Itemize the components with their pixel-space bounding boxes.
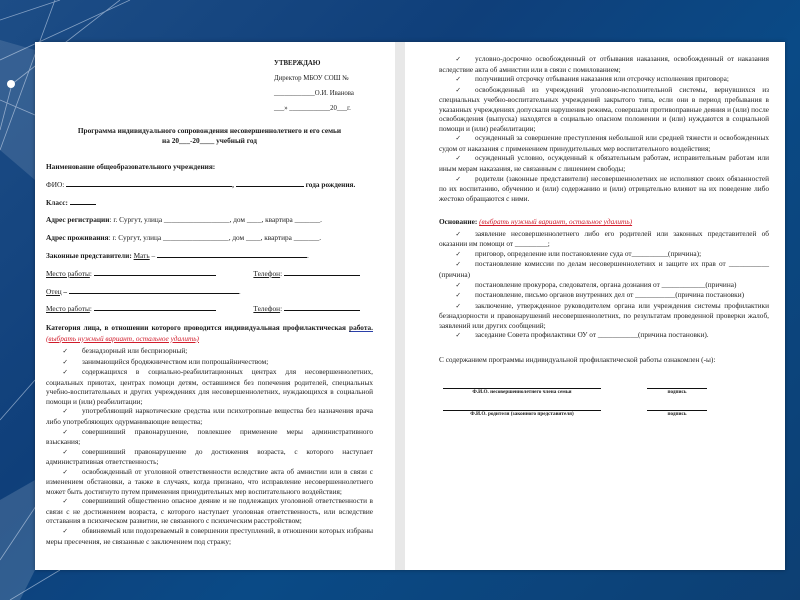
checkmark-icon: ✓ [455,75,461,84]
basis-heading [439,217,769,227]
checkmark-icon: ✓ [62,527,68,536]
reg-address-text: : г. Сургут, улица __________________, дом ____, квартира _______. [109,215,322,225]
list-item [46,367,373,406]
checkmark-icon: ✓ [455,260,461,269]
signature-row-parent [439,410,769,418]
item-text: содержащихся в социально-реабилитационных центрах для [82,367,297,377]
fio-blank[interactable] [66,180,232,187]
father-phone-blank[interactable] [284,304,360,311]
item-text: постановление, письмо органов внутренних дел [475,290,625,300]
minor-name-caption: Ф.И.О. несовершеннолетнего члена семьи [472,389,572,396]
list-item [439,54,769,74]
parent-signature[interactable] [647,410,707,418]
birth-year-blank[interactable] [236,180,304,187]
category-work: работа. [349,323,373,333]
item-text: обвиняемый или подозреваемый в совершении преступлений, в отношении [82,526,318,536]
mother-phone-label: Телефон [253,268,281,278]
list-item [439,229,769,249]
registration-address [46,215,373,226]
item-text-cont: от ___________ (причина) [439,259,770,279]
class-field [46,198,373,209]
father-workplace-label: Место работы [46,304,90,314]
father-work-field: Место работы: Телефон: [46,304,373,315]
checkmark-icon: ✓ [455,85,461,94]
approval-signature: ____________О.И. Иванова [274,90,354,97]
list-item [46,526,373,546]
list-item [46,496,373,526]
list-item [439,280,769,291]
father-workplace-blank[interactable] [94,304,216,311]
checkmark-icon: ✓ [455,154,461,163]
list-item [439,249,769,260]
father-field: Отец – . [46,286,241,296]
acknowledgement-text: С содержанием программы индивидуальной профилактической работы ознакомлен (-ы): [439,354,716,364]
parent-sign-caption: подпись [667,411,687,418]
category-text: Категория лица, в отношении которого проводится индивидуальная профилактическая [46,323,347,333]
document-spread [35,42,785,570]
item-text: безнадзорный или беспризорный; [82,346,188,356]
list-item [439,290,769,301]
basis-hint: (выбрать нужный вариант, остальное удалить) [479,217,633,227]
parent-name-signature[interactable] [443,410,601,418]
checkmark-icon: ✓ [455,331,461,340]
document-title [46,126,373,146]
item-text-cont: административного взыскания; [46,426,374,447]
category-list-continued [439,42,769,203]
fio-field: ФИО: , года рождения. [46,179,356,189]
glow-node-icon [7,80,15,88]
item-text-cont: несовершеннолетних, социальных приютах, центрах помощи детям, оставшимся без попечения родителей, специальных учебно-воспитательных и других учреждениях для несовершеннолетних, нуждающихся в социальной помощи и (или) реабилитации; [46,367,373,406]
minor-sign-caption: подпись [667,389,687,396]
category-list [46,346,373,546]
item-text: заключение, утвержденное руководителем органа или учреждения системы [475,300,721,310]
item-text: заявление несовершеннолетнего либо его родителей или законных [475,228,703,238]
mother-field: Законные представители: Мать – . [46,250,309,260]
checkmark-icon: ✓ [455,291,461,300]
fio-label: ФИО: [46,179,65,189]
item-text: освобожденный от уголовной ответственности вследствие акта об амнистии [82,466,327,476]
list-item [46,447,373,467]
dash: – [149,250,156,260]
item-text: родители (законные представители) несовершеннолетних не исполняют своих [475,173,725,183]
list-item [439,85,769,134]
item-text: получивший отсрочку отбывания наказания или отсрочку исполнения [475,74,694,84]
item-text-cont: административная ответственность; [46,457,159,467]
checkmark-icon: ✓ [455,249,461,258]
checkmark-icon: ✓ [455,280,461,289]
document-page-2 [405,42,785,570]
item-text: осужденный условно, осужденный к обязательным работам, исправительным [475,153,726,163]
approval-heading: УТВЕРЖДАЮ [274,60,321,67]
item-text-cont: работам или иным мерам наказания, не связанным с лишением свободы; [439,153,769,174]
father-label: Отец [46,286,62,296]
checkmark-icon: ✓ [455,134,461,143]
item-text: освобожденный из учреждений уголовно-исполнительной системы, [475,84,708,94]
checkmark-icon: ✓ [62,427,68,436]
item-text: совершивший общественно опасное деяние и не подлежащих уголовной [82,496,313,506]
checkmark-icon: ✓ [455,301,461,310]
item-text: условно-досрочно освобожденный от отбывания наказания, освобожденный от [475,54,735,63]
minor-signature[interactable] [647,388,707,396]
checkmark-icon: ✓ [455,229,461,238]
item-text-cont: которых избраны меры пресечения, не связанные с заключением под стражу; [46,526,373,546]
item-text-cont: от ___________(причина постановки) [626,290,745,300]
list-item [46,406,373,426]
item-text-cont: освобожденных судом от наказания с применением принудительных мер воспитательного воздействия; [439,133,769,153]
item-text-cont: назначения врача либо употребляющих одурманивающие вещества; [46,406,374,426]
item-text-cont: обязанностей по их воспитанию, обучению и (или) содержанию и (или) отрицательно влияют на их поведение либо жестоко обращаются с ними. [439,173,769,203]
parent-name-caption: Ф.И.О. родителя (законного представителя) [470,411,574,418]
checkmark-icon: ✓ [62,357,68,366]
mother-workplace-blank[interactable] [94,269,216,276]
list-item [439,174,769,204]
list-item [46,467,373,497]
residence-address [46,233,373,244]
approval-position: Директор МБОУ СОШ № [274,75,349,82]
checkmark-icon: ✓ [62,407,68,416]
category-hint: (выбрать нужный вариант, остальное удалить) [46,333,199,343]
item-text-cont: от ____________(причина) [653,279,737,289]
mother-workplace-label: Место работы [46,268,90,278]
item-text: употребляющий наркотические средства или психотропные вещества без [82,406,316,416]
item-text: совершивший правонарушение до достижения возраста, с которого наступает [82,446,373,456]
list-item [46,346,373,357]
list-item [439,153,769,173]
father-blank[interactable] [69,287,239,294]
list-item [439,330,769,341]
checkmark-icon: ✓ [455,174,461,183]
list-item [439,133,769,153]
page-gutter [395,42,405,570]
item-text-cont: вернувшихся из специальных учебно-воспитательных учреждений закрытого типа, если они в период пребывания в указанных учреждениях допускали нарушения режима, совершали противоправные деяния и (или) после освобождения (выпуска) находятся в социально опасном положении и (или) нуждаются в социальной помощи и (или) реабилитации; [439,84,769,133]
minor-name-signature[interactable] [443,388,601,396]
list-item [439,74,769,85]
list-item [46,357,373,368]
institution-label: Наименование общеобразовательного учреждения: [46,162,216,171]
item-text-cont: ответственности в связи с не достижением возраста, с которого наступает уголовная ответственность, или вследствие отставания в психическом развитии, не связанного с психическим расстройством; [46,496,373,526]
checkmark-icon: ✓ [455,55,461,63]
representatives-label: Законные представители: [46,250,132,260]
mother-label: Мать [133,250,150,260]
class-label: Класс: [46,197,68,207]
checkmark-icon: ✓ [62,467,68,476]
title-line-2: на 20___-20____ учебный год [162,136,257,145]
item-text-cont: представителей об оказании им помощи от _________; [439,228,769,249]
mother-phone-blank[interactable] [284,269,360,276]
class-blank[interactable] [70,198,96,205]
signature-row-minor [439,388,769,396]
checkmark-icon: ✓ [62,447,68,456]
mother-blank[interactable] [157,251,307,258]
item-text-cont: или в связи с изменением обстановки, а также в случаях, когда признано, что исправление несовершеннолетнего может быть достигнуто путем применения принудительных мер воспитательного воздействия; [46,466,374,496]
live-address-text: : г. Сургут, улица __________________, дом ____, квартира _______. [108,233,322,243]
basis-label: Основание: [439,217,478,227]
item-text-cont: профилактики безнадзорности и правонарушений несовершеннолетних, по результатам проведенной проверки жалоб, заявлений или других сообщений; [439,300,769,330]
list-item [439,259,769,279]
item-text: приговор, определение или постановление суда от__________(причина); [475,248,702,258]
approval-block [274,42,373,116]
dash: – [61,286,68,296]
mother-work-field: Место работы: Телефон: [46,269,373,280]
list-item [439,301,769,331]
item-text: заседание Совета профилактики ОУ от ___________(причина постановки). [475,330,709,340]
live-address-label: Адрес проживания [46,233,109,243]
item-text: занимающийся бродяжничеством или попрошайничеством; [82,356,269,366]
document-page-1 [35,42,395,570]
checkmark-icon: ✓ [62,497,68,506]
birth-suffix: года рождения. [305,179,356,189]
reg-address-label: Адрес регистрации [46,215,110,225]
item-text: осужденный за совершение преступления небольшой или средней тяжести и [475,133,718,143]
item-text-cont: приговора; [695,74,729,84]
item-text: совершивший правонарушение, повлекшее применение меры [82,426,303,436]
approval-date: ___» ____________20___г. [274,105,351,112]
item-text-cont: наказания вследствие акта об амнистии или в связи с помилованием; [439,54,769,74]
category-heading [46,323,373,344]
checkmark-icon: ✓ [62,347,68,356]
basis-section [439,217,769,341]
item-text: постановление прокурора, следователя, органа дознания [475,279,652,289]
title-line-1: Программа индивидуального сопровождения несовершеннолетнего и его семьи [77,126,342,135]
item-text: постановление комиссии по делам несовершеннолетних и защите их прав [475,259,716,269]
checkmark-icon: ✓ [62,368,68,377]
father-phone-label: Телефон [253,304,281,314]
list-item [46,427,373,447]
